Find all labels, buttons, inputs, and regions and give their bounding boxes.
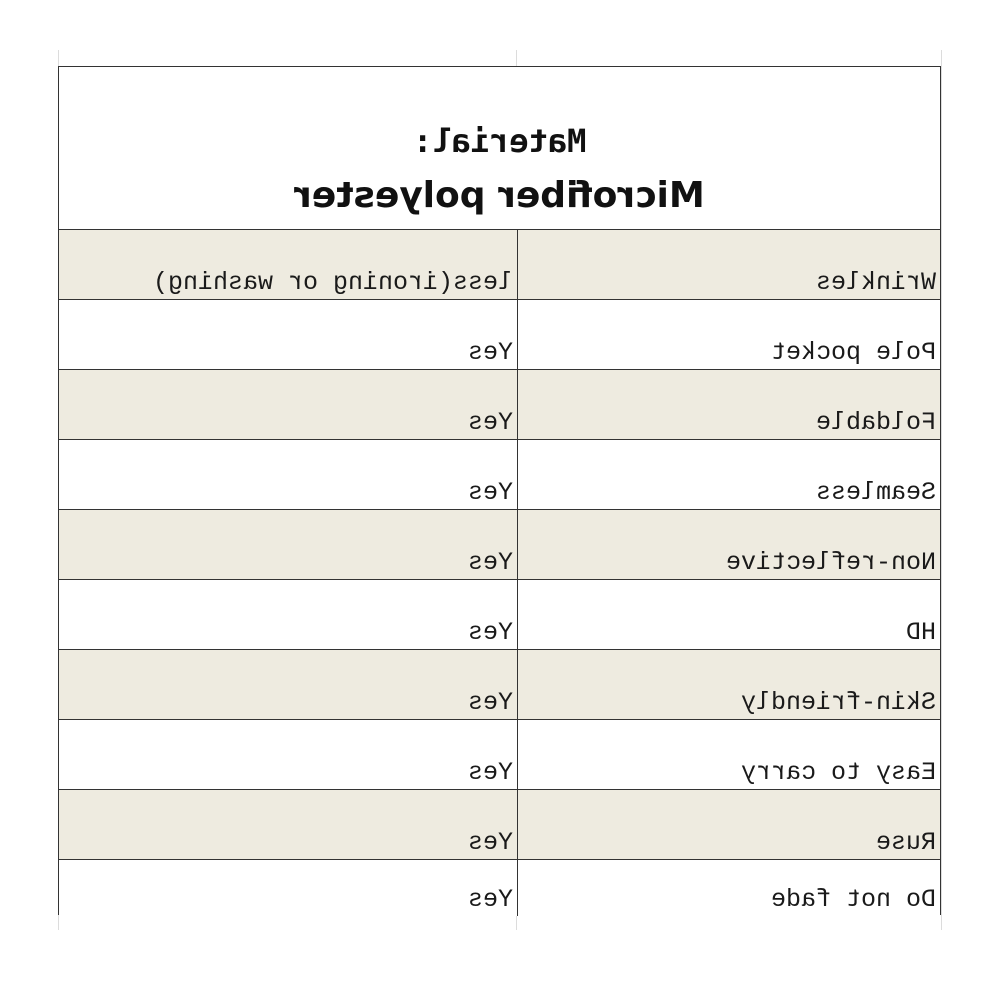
- value-text: Yes: [467, 408, 513, 437]
- value-text: Yes: [467, 828, 513, 857]
- feature-cell: [517, 510, 940, 579]
- value-cell: [59, 440, 517, 509]
- feature-cell: [517, 230, 940, 299]
- feature-text: Foldable: [815, 408, 936, 437]
- value-cell: [59, 370, 517, 439]
- value-cell: [59, 790, 517, 859]
- material-value: Microfiber polyester: [294, 175, 705, 216]
- title-line-2: [59, 175, 940, 216]
- feature-cell: [517, 300, 940, 369]
- value-text: less(ironing or washing): [152, 268, 513, 297]
- feature-text: Pole pocket: [770, 338, 936, 367]
- feature-text: Do not fade: [770, 885, 936, 914]
- table-row: [59, 720, 940, 790]
- feature-text: Wrinkles: [815, 268, 936, 297]
- feature-text: Ruse: [875, 828, 936, 857]
- feature-cell: [517, 650, 940, 719]
- feature-text: HD: [905, 618, 936, 647]
- feature-cell: [517, 790, 940, 859]
- table-row: [59, 580, 940, 650]
- feature-text: Non-reflective: [725, 548, 936, 577]
- value-cell: [59, 230, 517, 299]
- feature-cell: [517, 370, 940, 439]
- gridline: [941, 50, 942, 930]
- value-cell: [59, 580, 517, 649]
- table-row: [59, 650, 940, 720]
- value-text: Yes: [467, 618, 513, 647]
- value-cell: [59, 860, 517, 916]
- value-cell: [59, 300, 517, 369]
- value-cell: [59, 510, 517, 579]
- feature-text: Skin-friendly: [740, 688, 936, 717]
- feature-cell: [517, 720, 940, 789]
- feature-cell: [517, 580, 940, 649]
- table-row: [59, 370, 940, 440]
- feature-text: Seamless: [815, 478, 936, 507]
- value-text: Yes: [467, 548, 513, 577]
- value-text: Yes: [467, 688, 513, 717]
- feature-cell: [517, 860, 940, 916]
- table-row: [59, 510, 940, 580]
- material-label: Material:: [412, 122, 587, 160]
- table-row: [59, 790, 940, 860]
- value-text: Yes: [467, 478, 513, 507]
- specification-table: [58, 66, 941, 915]
- table-row: [59, 230, 940, 300]
- value-text: Yes: [467, 338, 513, 367]
- value-text: Yes: [467, 885, 513, 914]
- title-line-1: [59, 122, 940, 160]
- table-header: [59, 67, 940, 230]
- feature-cell: [517, 440, 940, 509]
- table-body: [59, 230, 940, 916]
- value-cell: [59, 720, 517, 789]
- feature-text: Easy to carry: [740, 758, 936, 787]
- value-cell: [59, 650, 517, 719]
- value-text: Yes: [467, 758, 513, 787]
- table-row: [59, 440, 940, 510]
- table-row: [59, 860, 940, 916]
- table-row: [59, 300, 940, 370]
